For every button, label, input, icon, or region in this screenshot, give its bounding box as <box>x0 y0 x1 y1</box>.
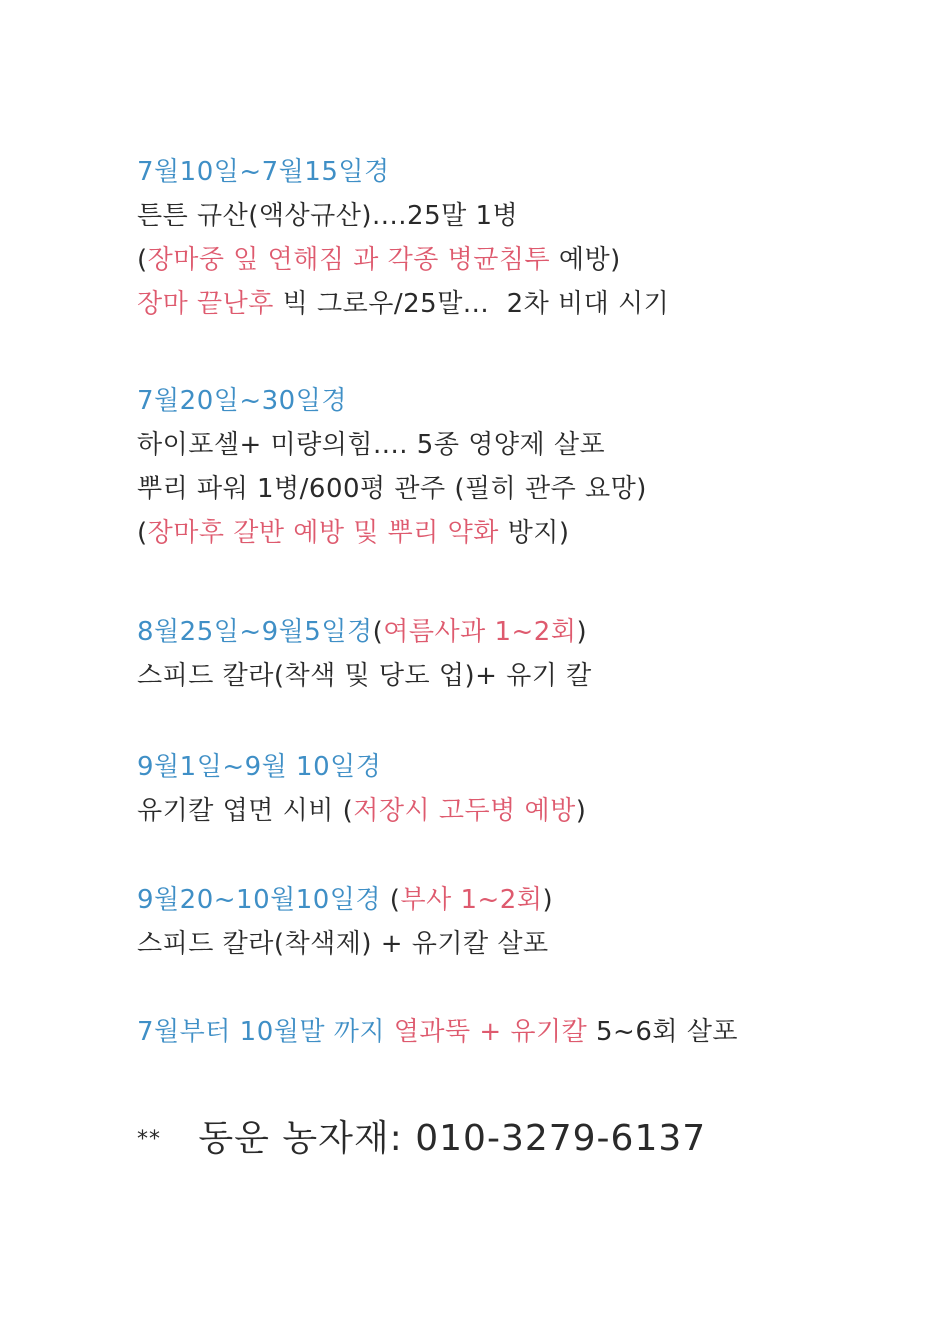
section-line <box>137 654 897 698</box>
schedule-section-1 <box>137 150 897 326</box>
text-segment: 하이포셀+ 미량의힘.... 5종 영양제 살포 <box>137 430 606 460</box>
section-line <box>137 282 897 326</box>
text-segment: 저장시 고두병 예방 <box>353 796 576 826</box>
text-segment: 스피드 칼라(착색제) + 유기칼 살포 <box>137 929 549 959</box>
section-line <box>137 238 897 282</box>
text-segment: 빅 그로우/25말... 2차 비대 시기 <box>273 289 670 319</box>
section-line <box>137 789 897 833</box>
text-segment: 스피드 칼라(착색 및 당도 업)+ 유기 칼 <box>137 661 592 691</box>
text-segment: 9월20~10월10일경 <box>137 885 382 915</box>
text-segment: 장마중 잎 연해짐 과 각종 병균침투 <box>147 245 551 275</box>
text-segment: ) <box>576 617 588 647</box>
section-line <box>137 511 897 555</box>
text-segment: ( <box>137 245 148 275</box>
section-line <box>137 423 897 467</box>
section-heading <box>137 878 897 922</box>
text-segment: 8월25일~9월5일경 <box>137 617 373 647</box>
text-segment: ( <box>372 617 384 647</box>
text-segment: 7월20일~30일경 <box>137 386 347 416</box>
text-segment: 장마 끝난후 <box>137 289 274 319</box>
text-segment: 5~6회 살포 <box>587 1017 738 1047</box>
text-segment: 튼튼 규산(액상규산)....25말 1병 <box>137 201 519 231</box>
text-segment: 예방) <box>550 245 621 275</box>
section-heading <box>137 379 897 423</box>
text-segment: 7월부터 10월말 까지 <box>137 1017 385 1047</box>
section-line <box>137 467 897 511</box>
text-segment: 열과뚝 + 유기칼 <box>384 1017 588 1047</box>
footer-stars: ** <box>137 1127 161 1152</box>
text-segment: 부사 1~2회 <box>400 885 543 915</box>
section-heading <box>137 610 897 654</box>
section-heading <box>137 745 897 789</box>
text-segment: 장마후 갈반 예방 및 뿌리 약화 <box>147 518 499 548</box>
section-line <box>137 194 897 238</box>
schedule-section-3 <box>137 610 897 698</box>
section-line <box>137 922 897 966</box>
section-line <box>137 1010 897 1054</box>
text-segment: ( <box>137 518 148 548</box>
section-heading <box>137 150 897 194</box>
schedule-section-4 <box>137 745 897 833</box>
text-segment: ) <box>542 885 554 915</box>
text-segment: 유기칼 엽면 시비 ( <box>137 796 354 826</box>
text-segment: 여름사과 1~2회 <box>383 617 577 647</box>
schedule-section-5 <box>137 878 897 966</box>
text-segment: 7월10일~7월15일경 <box>137 157 390 187</box>
text-segment: 방지) <box>498 518 570 548</box>
text-segment: ) <box>575 796 587 826</box>
schedule-section-6 <box>137 1010 897 1054</box>
text-segment: 뿌리 파워 1병/600평 관주 (필히 관주 요망) <box>137 474 647 504</box>
text-segment: ( <box>381 885 401 915</box>
schedule-section-2 <box>137 379 897 555</box>
contact-footer <box>137 1114 706 1165</box>
footer-contact-text: 동운 농자재: 010-3279-6137 <box>198 1118 707 1159</box>
text-segment: 9월1일~9월 10일경 <box>137 752 382 782</box>
